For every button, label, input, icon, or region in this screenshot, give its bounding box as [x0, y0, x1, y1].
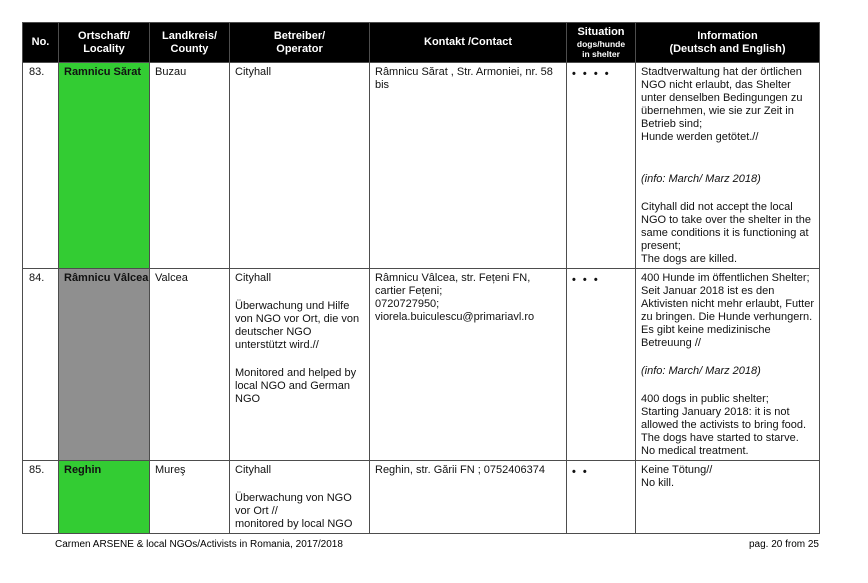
operator-cell — [230, 63, 370, 269]
page-footer — [22, 539, 819, 551]
col-header-contact — [370, 23, 567, 63]
county-cell: Buzau — [150, 63, 230, 269]
header-situation-sub1: dogs/hunde — [576, 39, 626, 49]
operator-cell — [230, 461, 370, 534]
situation-cell: • • • • — [567, 63, 636, 269]
contact-cell — [370, 269, 567, 461]
header-row — [23, 23, 820, 63]
header-information-sub: (Deutsch and English) — [669, 42, 786, 55]
operator-text-de: Überwachung von NGO vor Ort // — [235, 492, 352, 517]
footer-author: Carmen ARSENE & local NGOs/Activists in Romania, 2017/2018 — [55, 539, 343, 550]
col-header-situation — [567, 23, 636, 63]
shelter-table — [22, 22, 820, 534]
info-cell — [636, 461, 820, 534]
situation-cell: • • — [567, 461, 636, 534]
locality-cell: Râmnicu Vâlcea — [59, 269, 150, 461]
header-county-de: Landkreis/ — [161, 29, 218, 42]
info-date-note: (info: March/ Marz 2018) — [641, 173, 761, 185]
header-no-label: No. — [31, 36, 50, 48]
contact-address: Râmnicu Sărat , Str. Armoniei, nr. 58 bis — [375, 66, 553, 91]
locality-cell: Reghin — [59, 461, 150, 534]
header-county-en: County — [170, 42, 209, 55]
county-cell: Mureş — [150, 461, 230, 534]
info-de-text: 400 Hunde im öffentlichen Shelter; Seit Januar 2018 ist es den Aktivisten nicht mehr erlaubt, Futter zu bringen. Die Hunde verhungern. Es gibt keine medizinische Betreuung // — [641, 272, 815, 349]
col-header-county — [150, 23, 230, 63]
info-en-text: No kill. — [641, 477, 675, 489]
header-information-title: Information — [697, 29, 758, 42]
info-en-text: Cityhall did not accept the local NGO to take over the shelter in the same conditions it is functioning at present; — [641, 201, 811, 252]
info-en-text: The dogs are killed. — [641, 253, 737, 265]
footer-page-number: pag. 20 from 25 — [748, 539, 819, 550]
info-date-note: (info: March/ Marz 2018) — [641, 365, 761, 377]
situation-cell: • • • — [567, 269, 636, 461]
contact-address: Reghin, str. Gării FN ; 0752406374 — [375, 464, 545, 476]
contact-address: Râmnicu Vâlcea, str. Fețeni FN, cartier Fețeni; — [375, 272, 531, 297]
col-header-no — [23, 23, 59, 63]
header-locality-en: Locality — [83, 42, 125, 55]
county-cell: Valcea — [150, 269, 230, 461]
info-de-text: Hunde werden getötet.// — [641, 131, 759, 143]
contact-email: viorela.buiculescu@primariavl.ro — [375, 311, 535, 323]
col-header-operator — [230, 23, 370, 63]
row-number: 85. — [23, 461, 59, 534]
operator-text: Cityhall — [235, 66, 272, 78]
operator-text-de: Überwachung und Hilfe von NGO vor Ort, die von deutscher NGO unterstützt wird.// — [235, 300, 360, 351]
info-cell — [636, 269, 820, 461]
info-en-text: Starting January 2018: it is not allowed the activists to bring food. The dogs have started to starve. No medical treatment. — [641, 406, 807, 457]
operator-text: Cityhall — [235, 464, 272, 476]
row-number: 83. — [23, 63, 59, 269]
info-cell — [636, 63, 820, 269]
header-operator-de: Betreiber/ — [273, 29, 326, 42]
contact-phone: 0720727950; — [375, 298, 440, 310]
operator-text-en: Monitored and helped by local NGO and German NGO — [235, 367, 357, 405]
info-de-text: Stadtverwaltung hat der örtlichen NGO nicht erlaubt, das Shelter unter denselben Bedingungen zu übernehmen, wie sie zur Zeit in Betrieb sind; — [641, 66, 803, 130]
table-row — [23, 63, 820, 269]
header-operator-en: Operator — [276, 42, 323, 55]
header-locality-de: Ortschaft/ — [78, 29, 130, 42]
operator-cell — [230, 269, 370, 461]
info-en-text: 400 dogs in public shelter; — [641, 393, 769, 405]
header-situation-title: Situation — [577, 26, 625, 38]
contact-cell — [370, 63, 567, 269]
operator-text: Cityhall — [235, 272, 272, 284]
locality-cell: Ramnicu Sărat — [59, 63, 150, 269]
contact-cell — [370, 461, 567, 534]
col-header-information — [636, 23, 820, 63]
table-row — [23, 269, 820, 461]
header-situation-sub2: in shelter — [582, 49, 620, 59]
row-number: 84. — [23, 269, 59, 461]
operator-text-en: monitored by local NGO — [235, 518, 353, 530]
info-de-text: Keine Tötung// — [641, 464, 713, 476]
table-row — [23, 461, 820, 534]
col-header-locality — [59, 23, 150, 63]
header-contact-label: Kontakt /Contact — [424, 36, 512, 48]
